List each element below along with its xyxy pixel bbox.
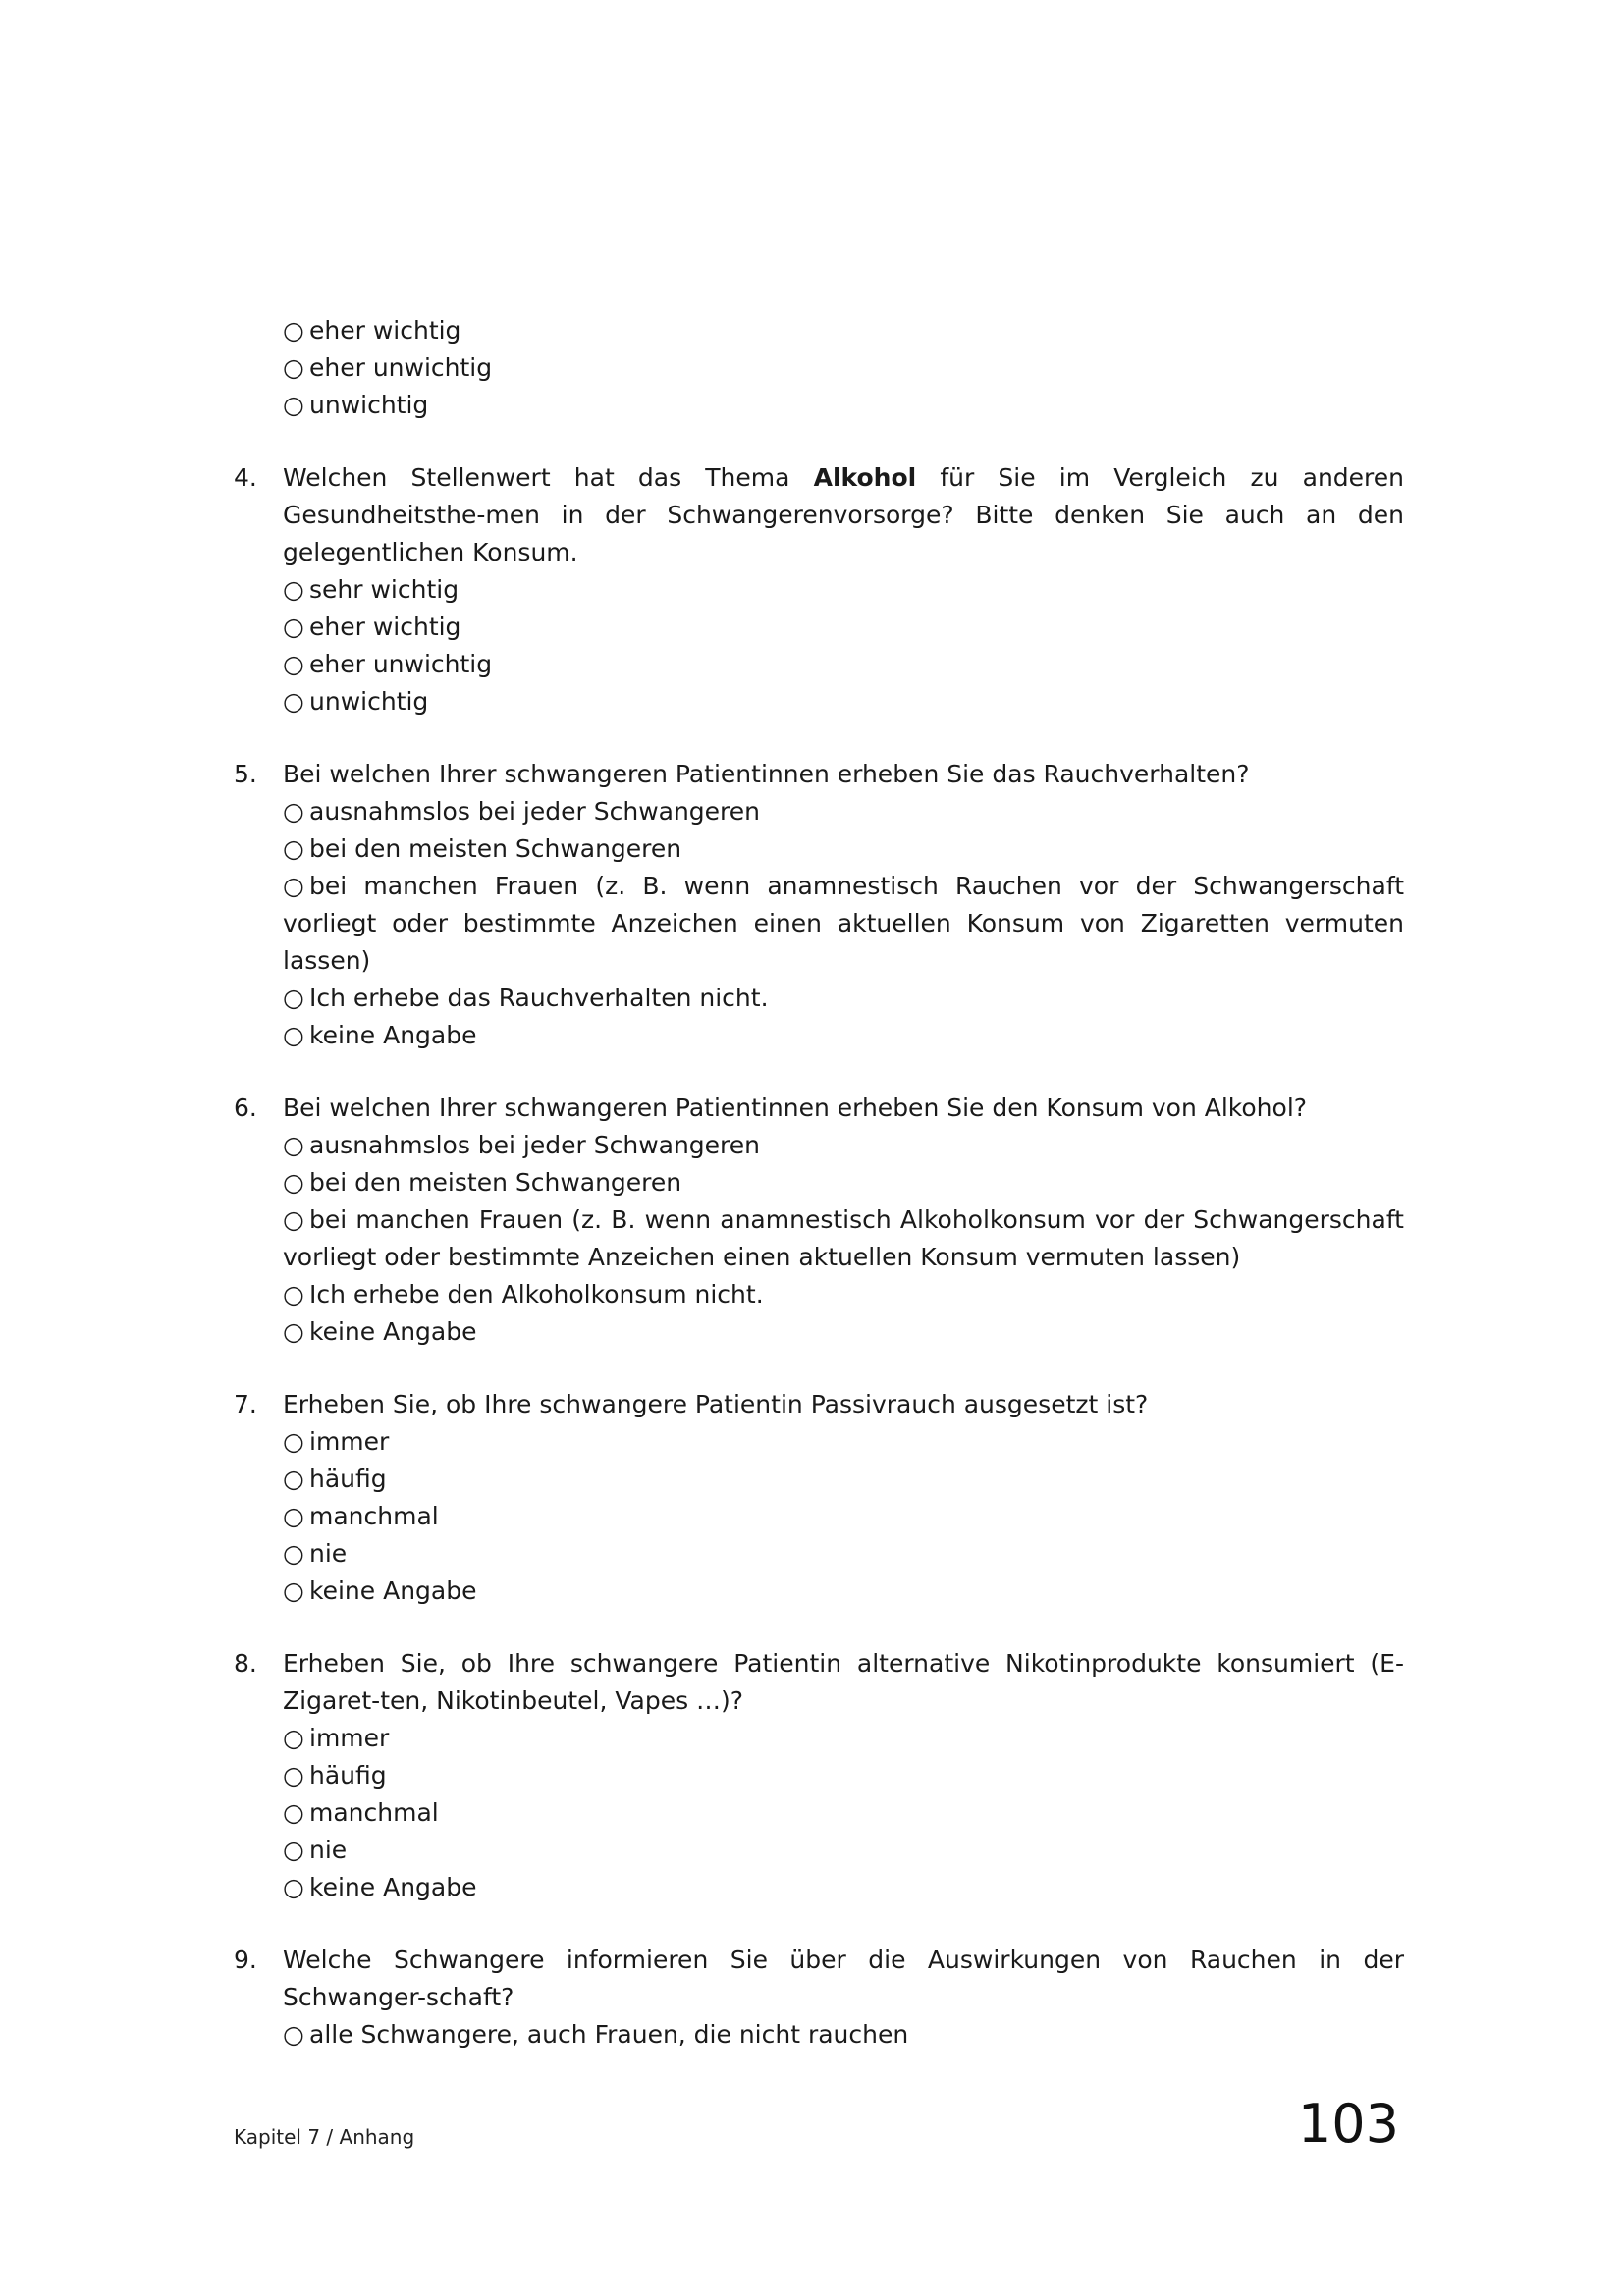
question-text (283, 459, 1404, 571)
option-label: Ich erhebe den Alkoholkonsum nicht. (309, 1280, 764, 1308)
option-label: häufig (309, 1465, 387, 1493)
question-9 (234, 1942, 1404, 2054)
question-7 (234, 1386, 1404, 1610)
option-label: bei manchen Frauen (z. B. wenn anamnestisch Rauchen vor der Schwangerschaft vorliegt oder bestimmte Anzeichen einen aktuellen Konsum von Zigaretten vermuten lassen) (283, 872, 1404, 975)
option-label: ausnahmslos bei jeder Schwangeren (309, 797, 761, 826)
option-label: häufig (309, 1761, 387, 1789)
option-label: unwichtig (309, 391, 429, 419)
option-label: eher wichtig (309, 613, 461, 641)
question-5 (234, 756, 1404, 1054)
radio-circle-icon: ○ (283, 797, 304, 826)
radio-option[interactable] (283, 609, 1404, 646)
option-label: immer (309, 1427, 390, 1456)
question-text-part: für Sie im Vergleich zu anderen Gesundheitsthe-men in der Schwangerenvorsorge? Bitte denken Sie auch an den gelegentlichen Konsum. (283, 463, 1404, 566)
question-4 (234, 459, 1404, 721)
question-text: Bei welchen Ihrer schwangeren Patientinnen erheben Sie das Rauchverhalten? (283, 760, 1250, 788)
option-label: eher unwichtig (309, 650, 493, 678)
radio-option[interactable] (283, 1423, 1404, 1461)
radio-option[interactable] (283, 1276, 1404, 1313)
questionnaire-body (234, 312, 1404, 2054)
option-label: nie (309, 1539, 348, 1568)
radio-circle-icon: ○ (283, 1205, 304, 1234)
radio-option[interactable] (283, 1832, 1404, 1869)
radio-circle-icon: ○ (283, 1761, 304, 1789)
radio-circle-icon: ○ (283, 687, 304, 716)
radio-option[interactable] (283, 980, 1404, 1017)
question-number: 9. (234, 1946, 257, 1974)
option-label: Ich erhebe das Rauchverhalten nicht. (309, 984, 769, 1012)
radio-circle-icon: ○ (283, 353, 304, 382)
radio-option[interactable] (283, 683, 1404, 721)
radio-circle-icon: ○ (283, 2020, 304, 2049)
radio-circle-icon: ○ (283, 650, 304, 678)
radio-circle-icon: ○ (283, 1427, 304, 1456)
option-label: eher wichtig (309, 316, 461, 345)
question-number: 5. (234, 760, 257, 788)
radio-option[interactable] (283, 571, 1404, 609)
radio-option[interactable] (283, 1573, 1404, 1610)
radio-option[interactable] (283, 1535, 1404, 1573)
question-number: 6. (234, 1094, 257, 1122)
question-8 (234, 1645, 1404, 1906)
radio-circle-icon: ○ (283, 1836, 304, 1864)
radio-option[interactable] (283, 1794, 1404, 1832)
question-text-emphasis: Alkohol (813, 463, 917, 492)
radio-circle-icon: ○ (283, 1576, 304, 1605)
radio-circle-icon: ○ (283, 1465, 304, 1493)
option-label: keine Angabe (309, 1021, 477, 1049)
radio-circle-icon: ○ (283, 1317, 304, 1346)
footer-chapter: Kapitel 7 / Anhang (234, 2125, 415, 2149)
radio-option[interactable] (283, 646, 1404, 683)
radio-option[interactable] (283, 830, 1404, 868)
radio-option[interactable] (283, 349, 1404, 387)
radio-option[interactable] (283, 1461, 1404, 1498)
option-label: unwichtig (309, 687, 429, 716)
radio-circle-icon: ○ (283, 316, 304, 345)
question-text: Bei welchen Ihrer schwangeren Patientinnen erheben Sie den Konsum von Alkohol? (283, 1094, 1308, 1122)
option-label: manchmal (309, 1798, 439, 1827)
question-number: 8. (234, 1649, 257, 1678)
radio-option[interactable] (283, 1164, 1404, 1201)
option-label: eher unwichtig (309, 353, 493, 382)
question-number: 4. (234, 463, 257, 492)
radio-circle-icon: ○ (283, 1021, 304, 1049)
option-label: keine Angabe (309, 1873, 477, 1901)
option-label: immer (309, 1724, 390, 1752)
radio-option[interactable] (283, 868, 1404, 980)
option-label: ausnahmslos bei jeder Schwangeren (309, 1131, 761, 1159)
radio-circle-icon: ○ (283, 575, 304, 604)
radio-circle-icon: ○ (283, 391, 304, 419)
radio-option[interactable] (283, 1313, 1404, 1351)
radio-option[interactable] (283, 312, 1404, 349)
question-text-part: Welchen Stellenwert hat das Thema (283, 463, 814, 492)
radio-circle-icon: ○ (283, 834, 304, 863)
option-label: nie (309, 1836, 348, 1864)
option-label: keine Angabe (309, 1576, 477, 1605)
option-label: bei manchen Frauen (z. B. wenn anamnestisch Alkoholkonsum vor der Schwangerschaft vorliegt oder bestimmte Anzeichen einen aktuellen Konsum vermuten lassen) (283, 1205, 1404, 1271)
question-number: 7. (234, 1390, 257, 1418)
continued-options (234, 312, 1404, 424)
radio-circle-icon: ○ (283, 984, 304, 1012)
option-label: manchmal (309, 1502, 439, 1530)
radio-option[interactable] (283, 1201, 1404, 1276)
radio-circle-icon: ○ (283, 1131, 304, 1159)
radio-circle-icon: ○ (283, 1724, 304, 1752)
radio-circle-icon: ○ (283, 613, 304, 641)
radio-option[interactable] (283, 1498, 1404, 1535)
option-label: bei den meisten Schwangeren (309, 1168, 682, 1197)
radio-circle-icon: ○ (283, 1539, 304, 1568)
question-text: Erheben Sie, ob Ihre schwangere Patientin Passivrauch ausgesetzt ist? (283, 1390, 1149, 1418)
option-label: sehr wichtig (309, 575, 460, 604)
radio-option[interactable] (283, 1720, 1404, 1757)
radio-option[interactable] (283, 1127, 1404, 1164)
radio-option[interactable] (283, 1869, 1404, 1906)
option-label: alle Schwangere, auch Frauen, die nicht rauchen (309, 2020, 909, 2049)
radio-option[interactable] (283, 1757, 1404, 1794)
radio-circle-icon: ○ (283, 872, 304, 900)
page-number: 103 (1297, 2093, 1399, 2155)
radio-option[interactable] (283, 1017, 1404, 1054)
radio-circle-icon: ○ (283, 1798, 304, 1827)
radio-circle-icon: ○ (283, 1873, 304, 1901)
question-6 (234, 1090, 1404, 1351)
option-label: bei den meisten Schwangeren (309, 834, 682, 863)
radio-option[interactable] (283, 793, 1404, 830)
question-text: Erheben Sie, ob Ihre schwangere Patientin alternative Nikotinprodukte konsumiert (E-Zigaret-ten, Nikotinbeutel, Vapes …)? (283, 1649, 1404, 1715)
radio-circle-icon: ○ (283, 1280, 304, 1308)
option-label: keine Angabe (309, 1317, 477, 1346)
radio-circle-icon: ○ (283, 1168, 304, 1197)
radio-option[interactable] (283, 387, 1404, 424)
radio-circle-icon: ○ (283, 1502, 304, 1530)
question-text: Welche Schwangere informieren Sie über die Auswirkungen von Rauchen in der Schwanger-schaft? (283, 1946, 1404, 2011)
radio-option[interactable] (283, 2016, 1404, 2054)
